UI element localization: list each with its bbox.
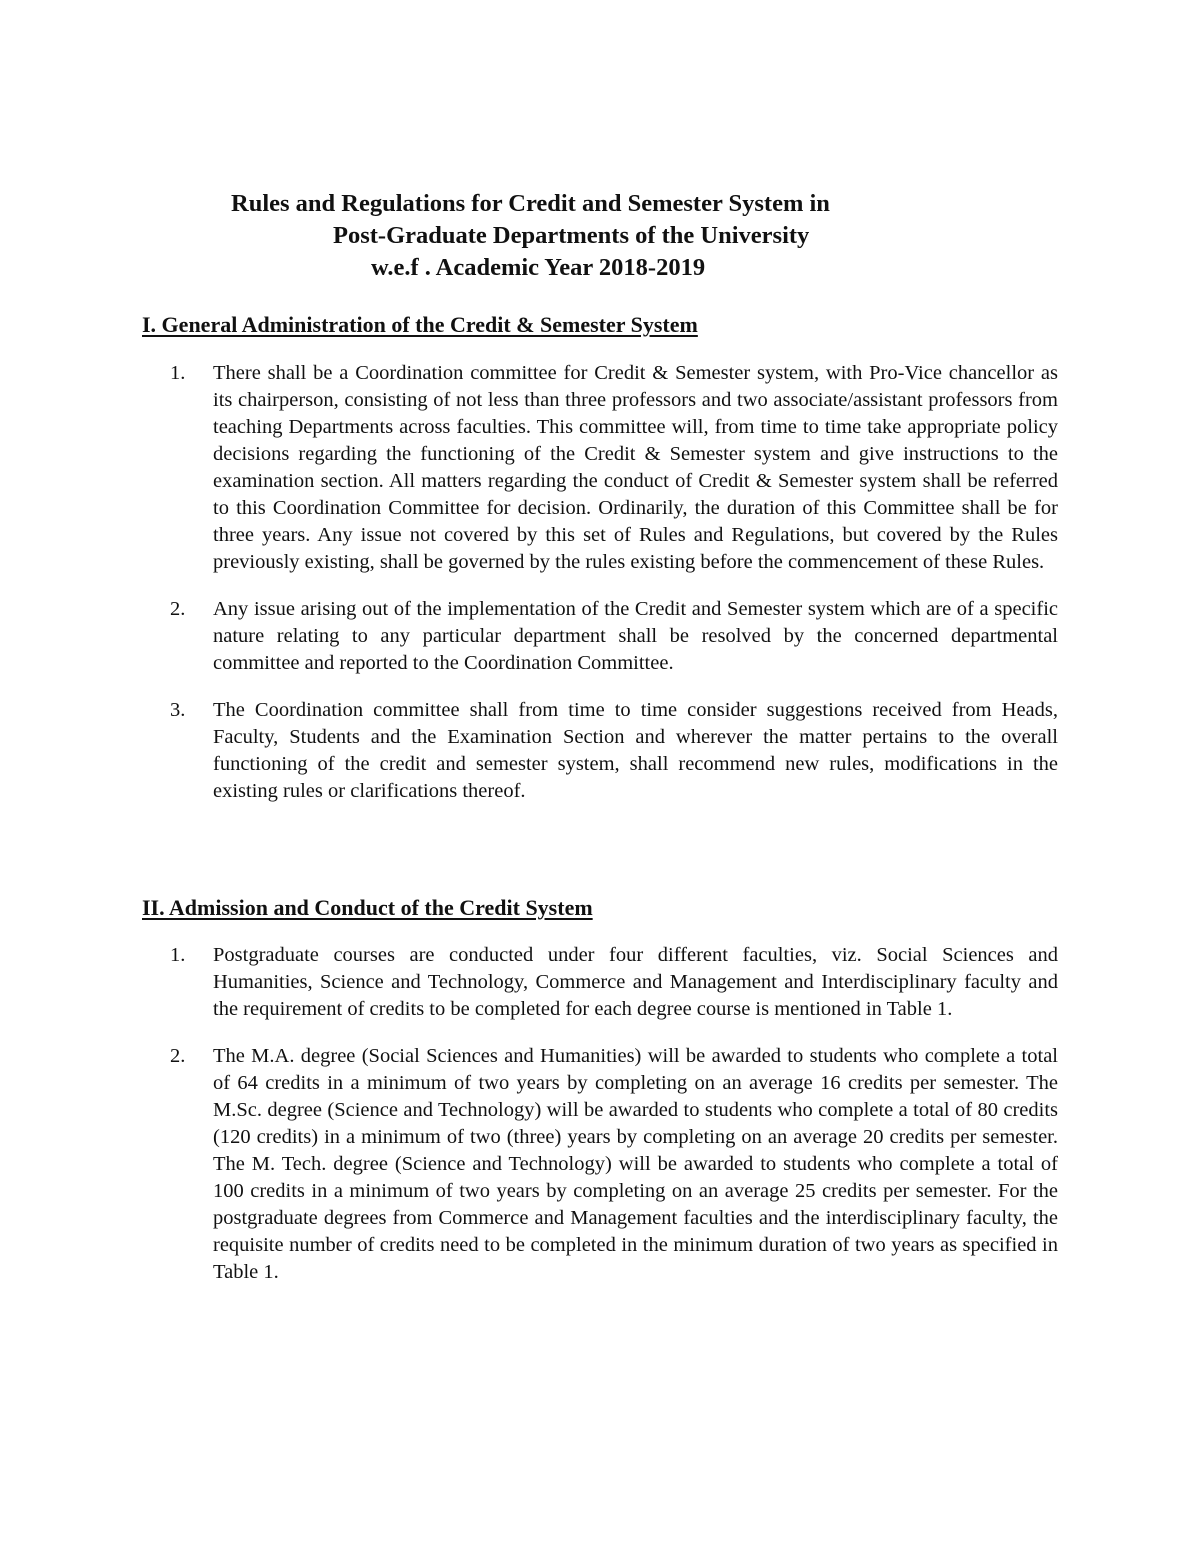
section-heading-admission-conduct: II. Admission and Conduct of the Credit System: [142, 895, 593, 920]
list-item-number: 3.: [170, 699, 186, 721]
list-item: [170, 360, 1058, 576]
list-item-text: There shall be a Coordination committee for Credit & Semester system, with Pro-Vice chancellor as its chairperson, consisting of not less than three professors and two associate/assistant professors from teaching Departments across faculties. This committee will, from time to time take appropriate policy decisions regarding the functioning of the Credit & Semester system and give instructions to the examination section. All matters regarding the conduct of Credit & Semester system shall be referred to this Coordination Committee for decision. Ordinarily, the duration of this Committee shall be for three years. Any issue not covered by this set of Rules and Regulations, but covered by the Rules previously existing, shall be governed by the rules existing before the commencement of these Rules.: [213, 362, 1058, 573]
list-item-number: 2.: [170, 598, 186, 620]
list-item-text: The Coordination committee shall from time to time consider suggestions received from Heads, Faculty, Students and the Examination Section and wherever the matter pertains to the overall functioning of the credit and semester system, shall recommend new rules, modifications in the existing rules or clarifications thereof.: [213, 699, 1058, 802]
section-heading-general-administration: I. General Administration of the Credit & Semester System: [142, 312, 698, 337]
list-item: [170, 1043, 1058, 1286]
list-item-number: 1.: [170, 944, 186, 966]
title-line: w.e.f . Academic Year 2018-2019: [371, 254, 706, 281]
section-list-general-administration: [170, 360, 1058, 825]
list-item-number: 2.: [170, 1045, 186, 1067]
title-line: Rules and Regulations for Credit and Semester System in: [231, 190, 830, 217]
title-line: Post-Graduate Departments of the University: [333, 222, 810, 249]
list-item-text: Any issue arising out of the implementation of the Credit and Semester system which are of a specific nature relating to any particular department shall be resolved by the concerned departmental committee and reported to the Coordination Committee.: [213, 598, 1058, 674]
list-item-number: 1.: [170, 362, 186, 384]
document-title: [0, 188, 1200, 284]
list-item: [170, 942, 1058, 1023]
list-item-text: The M.A. degree (Social Sciences and Humanities) will be awarded to students who complete a total of 64 credits in a minimum of two years by completing on an average 16 credits per semester. The M.Sc. degree (Science and Technology) will be awarded to students who complete a total of 80 credits (120 credits) in a minimum of two (three) years by completing on an average 20 credits per semester. The M. Tech. degree (Science and Technology) will be awarded to students who complete a total of 100 credits in a minimum of two years by completing on an average 25 credits per semester. For the postgraduate degrees from Commerce and Management faculties and the interdisciplinary faculty, the requisite number of credits need to be completed in the minimum duration of two years as specified in Table 1.: [213, 1045, 1058, 1283]
list-item-text: Postgraduate courses are conducted under four different faculties, viz. Social Sciences and Humanities, Science and Technology, Commerce and Management and Interdisciplinary faculty and the requirement of credits to be completed for each degree course is mentioned in Table 1.: [213, 944, 1058, 1020]
list-item: [170, 697, 1058, 805]
section-list-admission-conduct: [170, 942, 1058, 1306]
list-item: [170, 596, 1058, 677]
